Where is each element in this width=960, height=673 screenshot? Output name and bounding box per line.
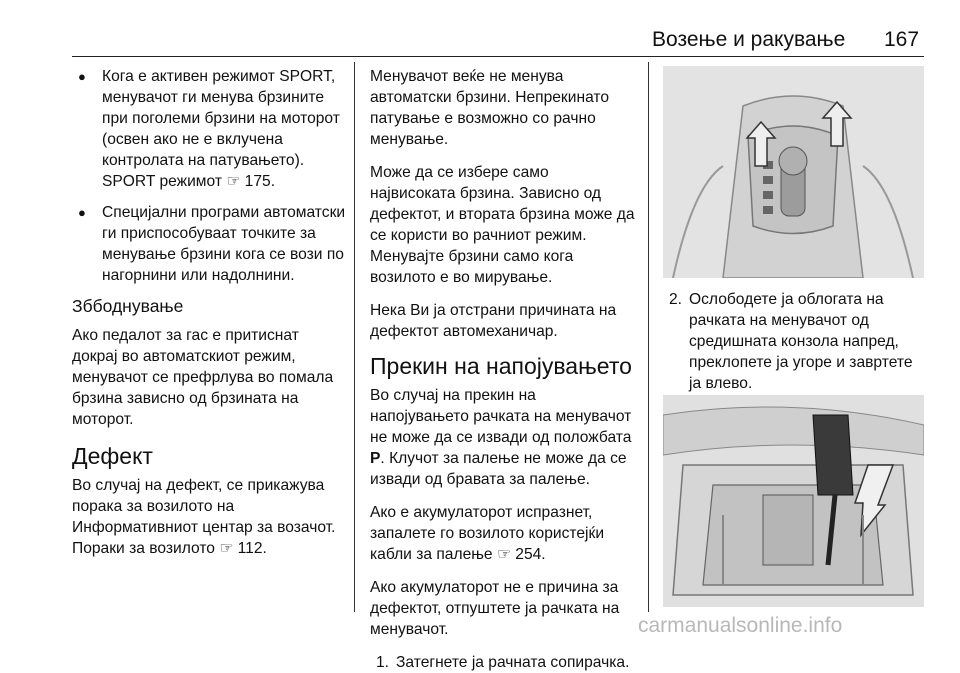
page-reference-link[interactable]: 254. [515,546,546,563]
paragraph-text: Ако е акумулаторот испразнет, запалете го возилото користејќи кабли за палење [370,504,605,563]
page-reference-link[interactable]: 175. [244,173,276,190]
running-header-title: Возење и ракување [652,28,846,51]
screwdriver-illustration [663,395,924,607]
page-reference-link[interactable]: 112. [237,540,267,557]
screwdriver-drawing [663,395,924,607]
header-rule [72,56,924,57]
step-text: Ослободете ја облогата на рачката на менувачот од средишната конзола напред, преклопете ја угоре и завртете ја влево. [689,291,913,392]
paragraph-text: Во случај на прекин на напојувањето рачката на менувачот не може да се извади од положбата [370,387,632,446]
section-heading-kickdown: Зббоднување [72,296,184,316]
bullet-text: Кога е активен режимот SPORT, менувачот ги менува брзините при поголеми брзини на моторот (освен ако не е вклучена контролата на патувањето). SPORT режимот [102,68,340,190]
section-heading-fault: Дефект [72,443,153,469]
step-text: Затегнете ја рачната сопирачка. [396,654,630,671]
numbered-step [663,289,924,394]
numbered-step [370,652,636,673]
paragraph [72,475,348,559]
paragraph: Ако акумулаторот не е причина за дефектот, отпуштете ја рачката на менувачот. [370,579,620,638]
page-number: 167 [884,28,920,51]
step-number: 2. [669,291,683,308]
paragraph: Може да се избере само највисоката брзина. Зависно од дефектот, и втората брзина може да се користи во рачниот режим. Менувајте брзини само кога возилото е во мирување. [370,164,635,286]
right-column [663,289,924,394]
bullet-text: Специјални програми автоматски ги приспособуваат точките за менување брзини кога се вози по нагорнини или надолнини. [102,204,346,284]
gear-position-p: P [370,450,381,467]
column-divider-1 [354,62,355,612]
gear-lever-illustration [663,66,924,278]
paragraph-text: . Клучот за палење не може да се извади од бравата за палење. [370,450,627,488]
gear-lever-drawing [663,66,924,278]
arrow-ref-icon: ☞ [226,173,241,190]
left-column [72,66,348,571]
arrow-ref-icon: ☞ [496,546,511,563]
arrow-ref-icon: ☞ [219,540,234,557]
paragraph: Нека Ви ја отстрани причината на дефектот автомеханичар. [370,302,617,340]
watermark: carmanualsonline.info [638,614,843,637]
column-divider-2 [648,62,649,612]
section-heading-power-failure: Прекин на напојувањето [370,353,632,379]
list-item [72,66,348,192]
list-item [72,202,348,286]
paragraph: Менувачот веќе не менува автоматски брзини. Непрекинато патување е возможно со рачно менување. [370,68,610,148]
paragraph [370,385,636,490]
paragraph: Ако педалот за гас е притиснат докрај во автоматскиот режим, менувачот се префрлува во помала брзина зависно од брзината на моторот. [72,327,334,428]
step-number: 1. [376,654,390,671]
paragraph-text: Во случај на дефект, се прикажува порака за возилото на Информативниот центар за возачот. Пораки за возилото [72,477,336,557]
paragraph [370,502,636,565]
middle-column [370,66,636,673]
